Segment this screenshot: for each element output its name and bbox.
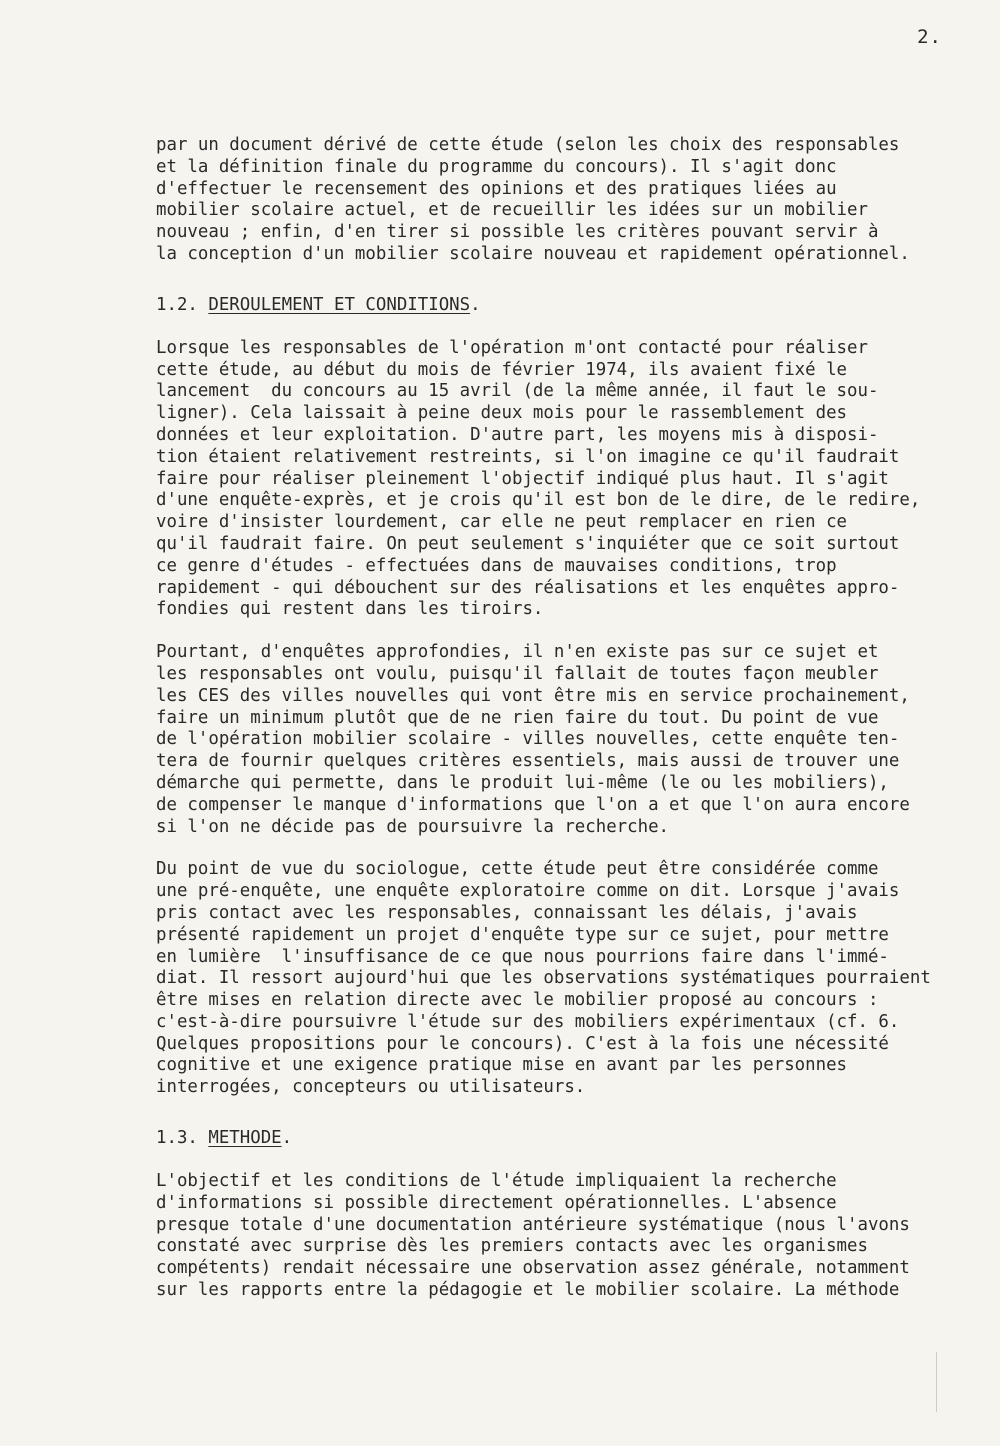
text-line: constaté avec surprise dès les premiers contacts avec les organismes <box>156 1236 868 1257</box>
text-line: lancement du concours au 15 avril (de la même année, il faut le sou- <box>156 381 879 402</box>
page-number: 2. <box>917 26 942 48</box>
paragraph-deroulement-3 <box>156 859 976 1099</box>
text-line: fondies qui restent dans les tiroirs. <box>156 599 544 620</box>
text-line: une pré-enquête, une enquête exploratoire comme on dit. Lorsque j'avais <box>156 881 900 902</box>
section-heading-1-2 <box>156 294 976 316</box>
paragraph-deroulement-2 <box>156 642 976 838</box>
section-heading-1-3 <box>156 1127 976 1149</box>
text-line: Pourtant, d'enquêtes approfondies, il n'en existe pas sur ce sujet et <box>156 642 879 663</box>
text-line: de compenser le manque d'informations que l'on a et que l'on aura encore <box>156 794 910 815</box>
section-number: 1.2. <box>156 294 209 315</box>
text-line: Quelques propositions pour le concours). C'est à la fois une nécessité <box>156 1033 889 1054</box>
text-line: les responsables ont voulu, puisqu'il fallait de toutes façon meubler <box>156 663 879 684</box>
text-line: pris contact avec les responsables, connaissant les délais, j'avais <box>156 902 858 923</box>
text-line: démarche qui permette, dans le produit lui-même (le ou les mobiliers), <box>156 772 889 793</box>
paragraph-intro <box>156 135 976 266</box>
text-line: c'est-à-dire poursuivre l'étude sur des mobiliers expérimentaux (cf. 6. <box>156 1011 900 1032</box>
text-line: Lorsque les responsables de l'opération m'ont contacté pour réaliser <box>156 337 868 358</box>
text-line: compétents) rendait nécessaire une observation assez générale, notamment <box>156 1258 910 1279</box>
text-line: ce genre d'études - effectuées dans de mauvaises conditions, trop <box>156 555 837 576</box>
section-title: DEROULEMENT ET CONDITIONS <box>208 294 471 315</box>
text-line: par un document dérivé de cette étude (selon les choix des responsables <box>156 135 900 155</box>
text-line: être mises en relation directe avec le mobilier proposé au concours : <box>156 990 879 1011</box>
text-line: faire pour réaliser pleinement l'objectif indiqué plus haut. Il s'agit <box>156 468 889 489</box>
text-line: qu'il faudrait faire. On peut seulement s'inquiéter que ce soit surtout <box>156 533 900 554</box>
text-line: et la définition finale du programme du concours). Il s'agit donc <box>156 156 837 177</box>
text-line: L'objectif et les conditions de l'étude impliquaient la recherche <box>156 1171 837 1192</box>
text-line: faire un minimum plutôt que de ne rien faire du tout. Du point de vue <box>156 707 879 728</box>
paragraph-deroulement-1 <box>156 338 976 621</box>
text-line: presque totale d'une documentation antérieure systématique (nous l'avons <box>156 1214 910 1235</box>
text-line: tera de fournir quelques critères essentiels, mais aussi de trouver une <box>156 751 900 772</box>
section-number: 1.3. <box>156 1128 209 1149</box>
text-line: d'effectuer le recensement des opinions et des pratiques liées au <box>156 178 837 199</box>
text-line: voire d'insister lourdement, car elle ne peut remplacer en rien ce <box>156 512 848 533</box>
text-line: présenté rapidement un projet d'enquête type sur ce sujet, pour mettre <box>156 924 889 945</box>
text-line: mobilier scolaire actuel, et de recueillir les idées sur un mobilier <box>156 200 868 221</box>
text-line: données et leur exploitation. D'autre part, les moyens mis à disposi- <box>156 424 879 445</box>
text-line: si l'on ne décide pas de poursuivre la recherche. <box>156 816 670 837</box>
text-line: diat. Il ressort aujourd'hui que les observations systématiques pourraient <box>156 968 931 989</box>
text-line: tion étaient relativement restreints, si l'on imagine ce qu'il faudrait <box>156 446 900 467</box>
text-line: de l'opération mobilier scolaire - villes nouvelles, cette enquête ten- <box>156 729 900 750</box>
text-line: cognitive et une exigence pratique mise en avant par les personnes <box>156 1055 848 1076</box>
text-line: sur les rapports entre la pédagogie et le mobilier scolaire. La méthode <box>156 1280 900 1301</box>
text-line: en lumière l'insuffisance de ce que nous pourrions faire dans l'immé- <box>156 946 889 967</box>
paragraph-methode <box>156 1171 976 1302</box>
margin-mark <box>936 1352 937 1412</box>
text-line: interrogées, concepteurs ou utilisateurs. <box>156 1077 586 1098</box>
text-line: les CES des villes nouvelles qui vont être mis en service prochainement, <box>156 685 910 706</box>
section-title: METHODE <box>208 1128 282 1149</box>
text-line: Du point de vue du sociologue, cette étude peut être considérée comme <box>156 859 879 880</box>
text-line: nouveau ; enfin, d'en tirer si possible les critères pouvant servir à <box>156 222 879 243</box>
text-line: cette étude, au début du mois de février 1974, ils avaient fixé le <box>156 359 848 380</box>
text-line: d'une enquête-exprès, et je crois qu'il est bon de le dire, de le redire, <box>156 490 921 511</box>
section-title-period: . <box>281 1128 293 1149</box>
text-line: d'informations si possible directement opérationnelles. L'absence <box>156 1192 837 1213</box>
text-line: la conception d'un mobilier scolaire nouveau et rapidement opérationnel. <box>156 243 910 264</box>
document-body <box>156 135 976 1323</box>
text-line: rapidement - qui débouchent sur des réalisations et les enquêtes appro- <box>156 577 900 598</box>
text-line: ligner). Cela laissait à peine deux mois pour le rassemblement des <box>156 403 848 424</box>
section-title-period: . <box>470 294 481 315</box>
